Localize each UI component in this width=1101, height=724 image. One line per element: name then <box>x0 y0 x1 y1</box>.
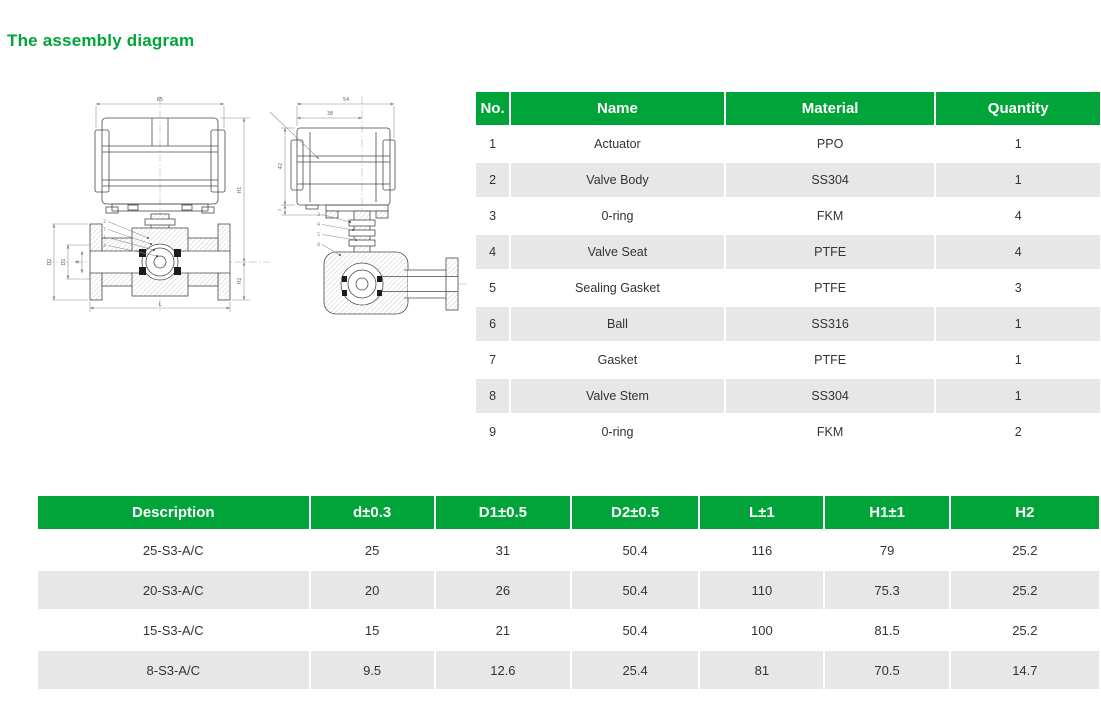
cell-no: 4 <box>476 235 509 269</box>
cell-d: 15 <box>311 611 434 649</box>
cell-d2: 50.4 <box>572 531 698 569</box>
table-row <box>38 531 1099 569</box>
dimensions-table <box>36 494 1101 691</box>
cell-material: SS316 <box>726 307 935 341</box>
ball-front <box>142 244 178 280</box>
callout-label: 9 <box>317 223 320 228</box>
dim-label-d2: D2 <box>47 258 53 266</box>
cell-quantity: 2 <box>936 415 1100 449</box>
assembly-drawings <box>30 88 470 328</box>
dim-label-h1: H1 <box>237 186 243 194</box>
col-header-h1: H1±1 <box>825 496 948 529</box>
cell-h2: 25.2 <box>951 571 1099 609</box>
cell-material: PTFE <box>726 235 935 269</box>
table-row <box>38 651 1099 689</box>
cell-quantity: 4 <box>936 235 1100 269</box>
dim-label-height: 42 <box>278 162 284 170</box>
cell-no: 2 <box>476 163 509 197</box>
cell-name: Sealing Gasket <box>511 271 724 305</box>
cell-no: 9 <box>476 415 509 449</box>
cell-no: 3 <box>476 199 509 233</box>
callout-label: 7 <box>103 228 106 233</box>
cell-d1: 21 <box>436 611 570 649</box>
col-header-quantity: Quantity <box>936 92 1100 125</box>
cell-d1: 31 <box>436 531 570 569</box>
dim-label-d: d <box>75 260 81 264</box>
cell-name: Valve Stem <box>511 379 724 413</box>
cell-description: 25-S3-A/C <box>38 531 309 569</box>
table-row <box>476 127 1100 161</box>
callout-label: 5 <box>317 233 320 238</box>
cell-quantity: 1 <box>936 163 1100 197</box>
col-header-material: Material <box>726 92 935 125</box>
cell-quantity: 1 <box>936 379 1100 413</box>
page-title: The assembly diagram <box>7 31 195 50</box>
callout-label: 1 <box>103 236 106 241</box>
cell-quantity: 4 <box>936 199 1100 233</box>
cell-quantity: 3 <box>936 271 1100 305</box>
dim-label-h2: H2 <box>237 277 243 285</box>
cell-h2: 14.7 <box>951 651 1099 689</box>
valve-body-front <box>90 224 230 300</box>
cell-no: 5 <box>476 271 509 305</box>
cell-l: 81 <box>700 651 823 689</box>
cell-d: 25 <box>311 531 434 569</box>
side-view-drawing <box>270 96 468 314</box>
cell-no: 1 <box>476 127 509 161</box>
ball-side <box>341 263 383 305</box>
cell-description: 8-S3-A/C <box>38 651 309 689</box>
cell-d2: 50.4 <box>572 571 698 609</box>
cell-description: 20-S3-A/C <box>38 571 309 609</box>
cell-h2: 25.2 <box>951 531 1099 569</box>
valve-body-side <box>324 252 458 314</box>
table-row <box>476 379 1100 413</box>
cell-name: 0-ring <box>511 199 724 233</box>
cell-l: 110 <box>700 571 823 609</box>
cell-material: PPO <box>726 127 935 161</box>
col-header-d: d±0.3 <box>311 496 434 529</box>
cell-h1: 70.5 <box>825 651 948 689</box>
cell-name: Valve Seat <box>511 235 724 269</box>
cell-quantity: 1 <box>936 343 1100 377</box>
cell-d: 9.5 <box>311 651 434 689</box>
table-row <box>38 571 1099 609</box>
table-row <box>476 235 1100 269</box>
table-row <box>476 163 1100 197</box>
cell-d1: 26 <box>436 571 570 609</box>
front-view-drawing <box>46 96 270 314</box>
cell-material: FKM <box>726 199 935 233</box>
callout-label: 4 <box>103 244 106 249</box>
dim-label-l: L <box>158 302 162 308</box>
cell-quantity: 1 <box>936 307 1100 341</box>
cell-no: 6 <box>476 307 509 341</box>
cell-l: 116 <box>700 531 823 569</box>
cell-material: PTFE <box>726 271 935 305</box>
cell-material: PTFE <box>726 343 935 377</box>
cell-no: 8 <box>476 379 509 413</box>
callout-label: 8 <box>317 243 320 248</box>
table-row <box>476 343 1100 377</box>
dim-label-top-width-front: 65 <box>156 97 164 103</box>
col-header-h2: H2 <box>951 496 1099 529</box>
table-row <box>476 199 1100 233</box>
cell-d: 20 <box>311 571 434 609</box>
cell-quantity: 1 <box>936 127 1100 161</box>
table-row <box>476 307 1100 341</box>
col-header-d2: D2±0.5 <box>572 496 698 529</box>
col-header-no: No. <box>476 92 509 125</box>
cell-d2: 50.4 <box>572 611 698 649</box>
cell-name: Ball <box>511 307 724 341</box>
cell-h1: 79 <box>825 531 948 569</box>
col-header-description: Description <box>38 496 309 529</box>
cell-description: 15-S3-A/C <box>38 611 309 649</box>
cell-l: 100 <box>700 611 823 649</box>
cell-h1: 75.3 <box>825 571 948 609</box>
cell-material: FKM <box>726 415 935 449</box>
dim-label-gap: 7 <box>279 208 284 212</box>
cell-material: SS304 <box>726 379 935 413</box>
cell-material: SS304 <box>726 163 935 197</box>
cell-name: Gasket <box>511 343 724 377</box>
callout-label: 2 <box>103 220 106 225</box>
col-header-d1: D1±0.5 <box>436 496 570 529</box>
cell-no: 7 <box>476 343 509 377</box>
col-header-l: L±1 <box>700 496 823 529</box>
dim-label-top-width-side: 54 <box>342 97 350 103</box>
cell-name: Actuator <box>511 127 724 161</box>
cell-d1: 12.6 <box>436 651 570 689</box>
sizes-header-row <box>38 496 1099 529</box>
callout-label: 3 <box>317 213 320 218</box>
cell-h2: 25.2 <box>951 611 1099 649</box>
table-row <box>476 415 1100 449</box>
col-header-name: Name <box>511 92 724 125</box>
table-row <box>476 271 1100 305</box>
parts-table <box>474 90 1101 451</box>
parts-header-row <box>476 92 1100 125</box>
dim-label-d1: D1 <box>61 258 67 266</box>
cell-h1: 81.5 <box>825 611 948 649</box>
dim-label-inner-width: 38 <box>326 111 334 117</box>
cell-name: Valve Body <box>511 163 724 197</box>
table-row <box>38 611 1099 649</box>
cell-d2: 25.4 <box>572 651 698 689</box>
mounting-bracket-side <box>326 205 388 211</box>
cell-name: 0-ring <box>511 415 724 449</box>
